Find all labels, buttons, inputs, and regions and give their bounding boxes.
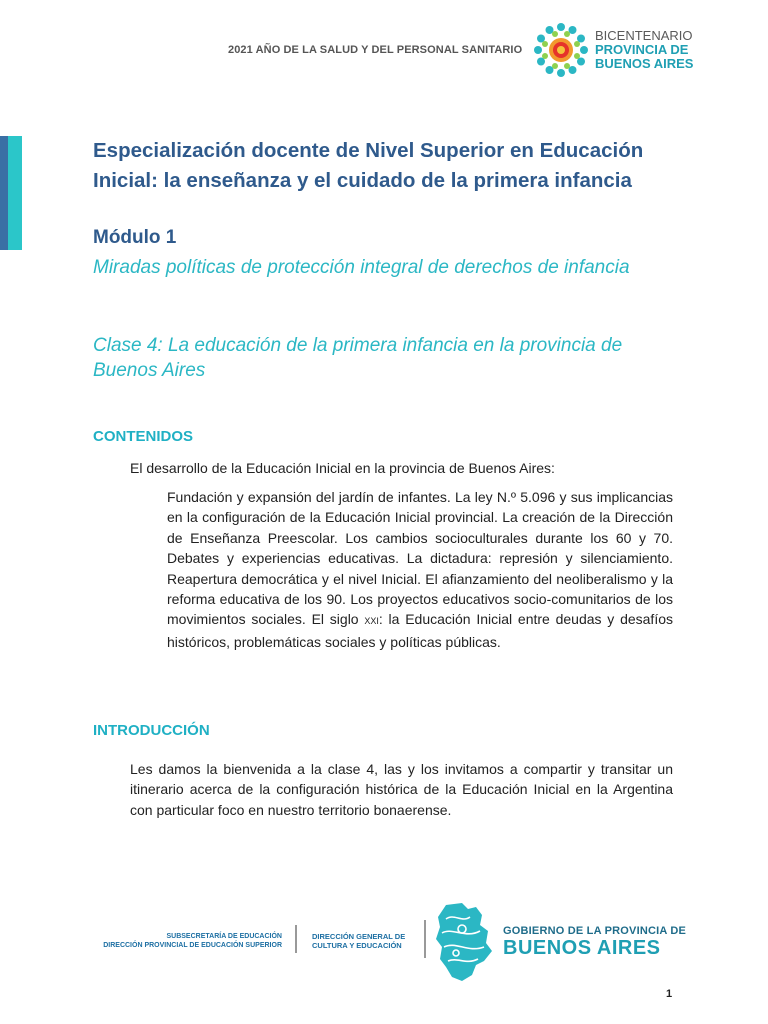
contenidos-body-part1: Fundación y expansión del jardín de infantes. La ley N.º 5.096 y sus implicancias en la configuración de la Educación Inicial provincial. La creación de la Dirección de Enseñanza Preescolar. Los cambios socioculturales durante los 60 y 70. Debates y experiencias educativas. La dictadura: represión y silenciamiento. Reapertura democrática y el nivel Inicial. El afianzamiento del neoliberalismo y la reforma educativa de los 90. Los proyectos educativos socio-comunitarios de los movimientos sociales. El siglo <box>167 489 673 628</box>
subsecretaria-label <box>97 932 282 950</box>
year-motto: 2021 AÑO DE LA SALUD Y DEL PERSONAL SANITARIO <box>228 44 523 56</box>
introduccion-body: Les damos la bienvenida a la clase 4, las y los invitamos a compartir y transitar un itinerario acerca de la configuración histórica de la Educación Inicial en la Argentina con particular foco en nuestro territorio bonaerense. <box>130 761 673 818</box>
gobierno-line1: GOBIERNO DE LA PROVINCIA DE <box>503 925 687 937</box>
gobierno-line2: BUENOS AIRES <box>503 937 661 959</box>
gobierno-label <box>503 925 686 959</box>
contenidos-body <box>167 487 673 652</box>
class-title: Clase 4: La educación de la primera infancia en la provincia de Buenos Aires <box>93 335 623 381</box>
subsecretaria-line1: SUBSECRETARÍA DE EDUCACIÓN <box>166 933 282 940</box>
direccion-line1: DIRECCIÓN GENERAL DE <box>312 932 406 941</box>
module-subtitle: Miradas políticas de protección integral de derechos de infancia <box>93 257 630 278</box>
footer-divider <box>295 925 297 953</box>
introduccion-heading: INTRODUCCIÓN <box>93 722 210 739</box>
direccion-general-label <box>312 932 405 950</box>
bicentenario-label <box>595 29 693 71</box>
contenidos-body-part2: : la Educación Inicial entre deudas y desafíos históricos, problemáticas sociales y políticas públicas. <box>167 611 673 650</box>
accent-bar-inner <box>8 136 22 250</box>
contenidos-intro: El desarrollo de la Educación Inicial en la provincia de Buenos Aires: <box>130 460 555 476</box>
footer <box>0 895 768 995</box>
accent-bar <box>0 136 22 250</box>
bicentenario-line3: BUENOS AIRES <box>595 56 694 71</box>
header-banner <box>0 0 768 100</box>
province-map-logo <box>432 901 494 983</box>
direccion-line2: CULTURA Y EDUCACIÓN <box>312 941 402 950</box>
contenidos-heading: CONTENIDOS <box>93 428 194 445</box>
module-label: Módulo 1 <box>93 227 177 248</box>
subsecretaria-line2: DIRECCIÓN PROVINCIAL DE EDUCACIÓN SUPERIOR <box>103 942 282 949</box>
bicentenario-line1: BICENTENARIO <box>595 28 693 43</box>
century-smallcaps: XXI <box>364 616 379 627</box>
course-title: Especialización docente de Nivel Superior en Educación Inicial: la enseñanza y el cuidado de la primera infancia <box>93 139 644 192</box>
page-number: 1 <box>666 988 673 1000</box>
bicentenario-line2: PROVINCIA DE <box>595 42 689 57</box>
footer-divider-2 <box>424 920 426 958</box>
bicentenario-sun-logo <box>533 22 589 78</box>
